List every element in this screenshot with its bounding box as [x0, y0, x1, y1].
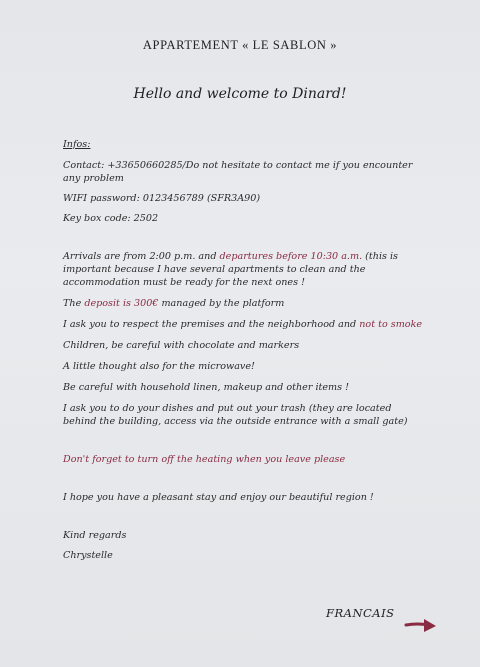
dishes-paragraph: I ask you to do your dishes and put out your trash (they are located behind the building, access via the outside entrance with a small gate)	[63, 403, 408, 427]
arrivals-text: Arrivals are from 2:00 p.m. and	[63, 251, 220, 262]
no-smoking-highlight: not to smoke	[359, 319, 423, 330]
deposit-note: managed by the platform	[158, 298, 285, 309]
infos-heading: Infos:	[63, 139, 91, 150]
letter-body	[63, 138, 423, 562]
departure-highlight: departures before 10:30 a.m.	[219, 251, 363, 262]
wifi-line: WIFI password: 0123456789 (SFR3A90)	[63, 193, 261, 204]
children-line: Children, be careful with chocolate and markers	[63, 340, 300, 351]
respect-paragraph	[63, 318, 423, 331]
arrivals-paragraph	[63, 250, 423, 289]
welcome-heading: Hello and welcome to Dinard!	[133, 86, 347, 102]
contact-line: Contact: +33650660285/Do not hesitate to contact me if you encounter any problem	[63, 160, 413, 184]
stay-wish: I hope you have a pleasant stay and enjoy our beautiful region !	[63, 492, 374, 503]
francais-link[interactable]: FRANCAIS	[326, 606, 395, 620]
linen-line: Be careful with household linen, makeup and other items !	[63, 382, 349, 393]
heating-reminder: Don't forget to turn off the heating when you leave please	[63, 454, 346, 465]
deposit-line	[63, 297, 423, 310]
deposit-highlight: deposit is 300€	[84, 298, 159, 309]
arrivals-note: (this is important because I have several apartments to clean and the accommodation must be ready for the next ones !	[63, 251, 398, 288]
arrow-right-icon[interactable]	[404, 617, 438, 635]
keybox-line: Key box code: 2502	[63, 213, 159, 224]
kind-regards: Kind regards	[63, 530, 127, 541]
deposit-text: The	[63, 298, 85, 309]
respect-text: I ask you to respect the premises and the neighborhood and	[63, 319, 360, 330]
microwave-line: A little thought also for the microwave!	[63, 361, 255, 372]
apartment-title: APPARTEMENT « LE SABLON »	[142, 38, 338, 52]
signature-name: Chrystelle	[63, 550, 113, 561]
